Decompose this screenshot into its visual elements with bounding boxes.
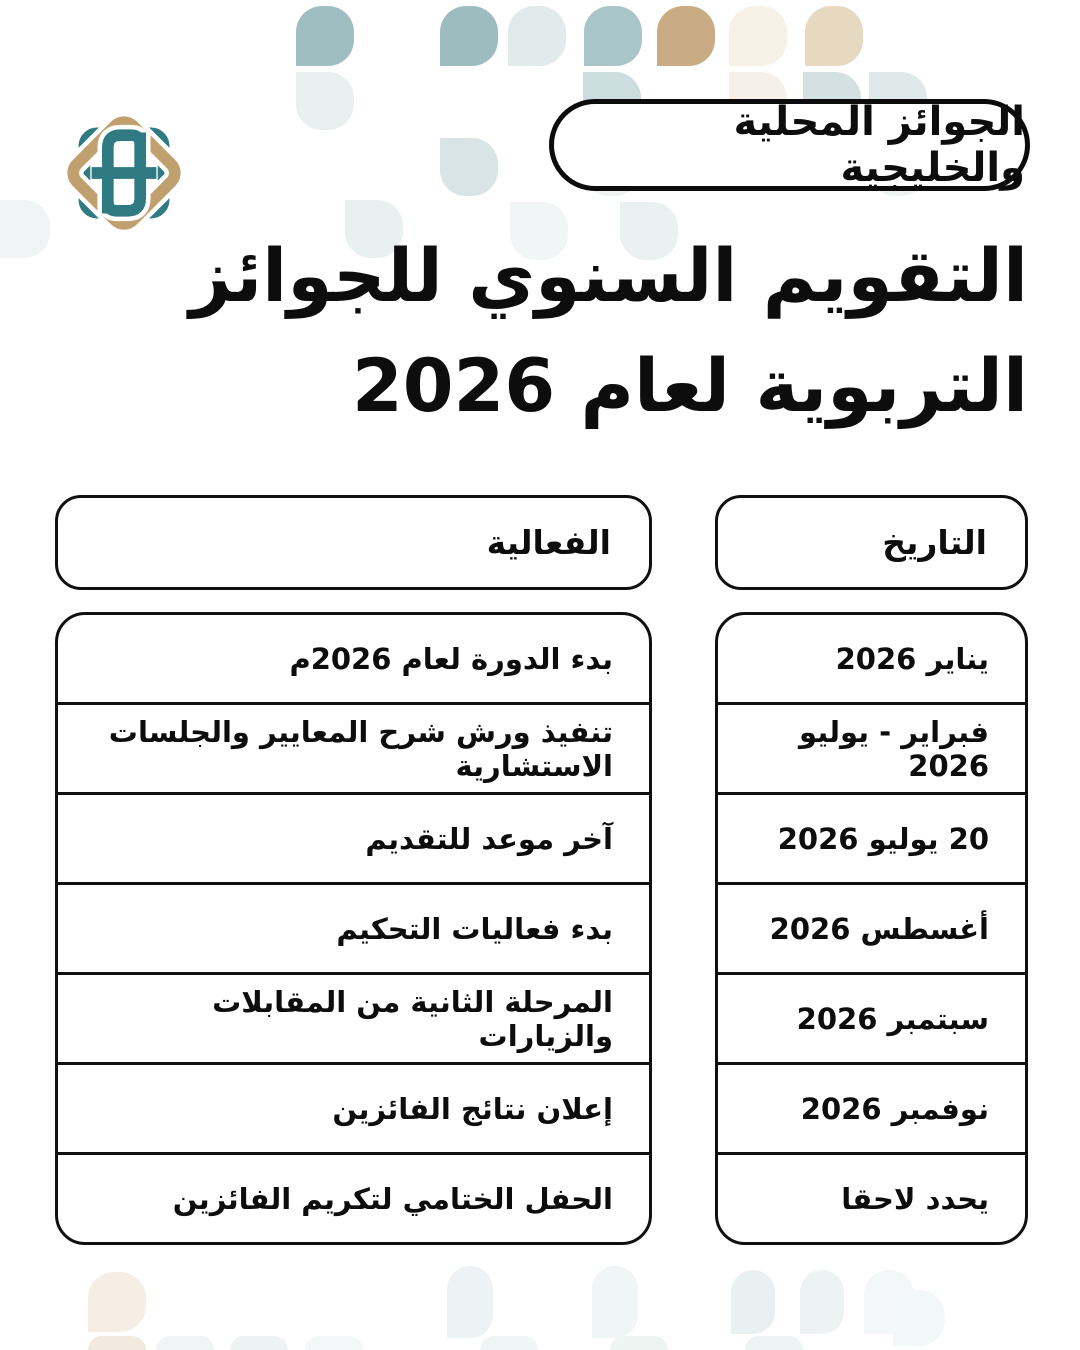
leaf-shape bbox=[657, 6, 715, 66]
event-cell: المرحلة الثانية من المقابلات والزيارات bbox=[58, 972, 649, 1062]
leaf-shape bbox=[745, 1336, 803, 1350]
leaf-shape bbox=[731, 1270, 775, 1334]
leaf-shape bbox=[610, 1336, 668, 1350]
page-title-line1: التقويم السنوي للجوائز bbox=[189, 234, 1028, 319]
event-header-label: الفعالية bbox=[486, 523, 611, 562]
category-badge bbox=[549, 99, 1030, 191]
leaf-shape bbox=[440, 138, 498, 196]
date-cell: أغسطس 2026 bbox=[718, 882, 1025, 972]
event-cell: تنفيذ ورش شرح المعايير والجلسات الاستشارية bbox=[58, 702, 649, 792]
leaf-shape bbox=[305, 1336, 363, 1350]
date-header-label: التاريخ bbox=[882, 523, 987, 562]
event-cell: بدء الدورة لعام 2026م bbox=[289, 641, 613, 676]
date-column bbox=[715, 612, 1028, 1245]
leaf-shape bbox=[447, 1266, 493, 1338]
event-cell: الحفل الختامي لتكريم الفائزين bbox=[58, 1152, 649, 1242]
leaf-shape bbox=[440, 6, 498, 66]
page-title bbox=[52, 222, 1028, 442]
event-cell: آخر موعد للتقديم bbox=[58, 792, 649, 882]
leaf-shape bbox=[480, 1336, 538, 1350]
leaf-shape bbox=[230, 1336, 288, 1350]
leaf-shape bbox=[592, 1266, 638, 1338]
leaf-shape bbox=[296, 72, 354, 130]
date-cell: سبتمبر 2026 bbox=[718, 972, 1025, 1062]
event-column-header bbox=[55, 495, 652, 590]
leaf-shape bbox=[156, 1336, 214, 1350]
event-cell: إعلان نتائج الفائزين bbox=[58, 1062, 649, 1152]
leaf-shape bbox=[0, 200, 50, 258]
leaf-shape bbox=[296, 6, 354, 66]
event-column bbox=[55, 612, 652, 1245]
date-cell: يناير 2026 bbox=[835, 641, 989, 676]
leaf-shape bbox=[88, 1336, 146, 1350]
event-cell: بدء فعاليات التحكيم bbox=[58, 882, 649, 972]
leaf-shape bbox=[88, 1272, 146, 1332]
category-badge-label: الجوائز المحلية والخليجية bbox=[733, 99, 1025, 191]
leaf-shape bbox=[805, 6, 863, 66]
leaf-shape bbox=[729, 6, 787, 66]
leaf-shape bbox=[800, 1270, 844, 1334]
leaf-shape bbox=[893, 1290, 945, 1346]
date-cell: فبراير - يوليو 2026 bbox=[718, 702, 1025, 792]
leaf-shape bbox=[584, 6, 642, 66]
date-column-header bbox=[715, 495, 1028, 590]
leaf-shape bbox=[508, 6, 566, 66]
page-title-line2: التربوية لعام 2026 bbox=[351, 344, 1028, 429]
date-cell: يحدد لاحقا bbox=[718, 1152, 1025, 1242]
date-cell: 20 يوليو 2026 bbox=[718, 792, 1025, 882]
date-cell: نوفمبر 2026 bbox=[718, 1062, 1025, 1152]
